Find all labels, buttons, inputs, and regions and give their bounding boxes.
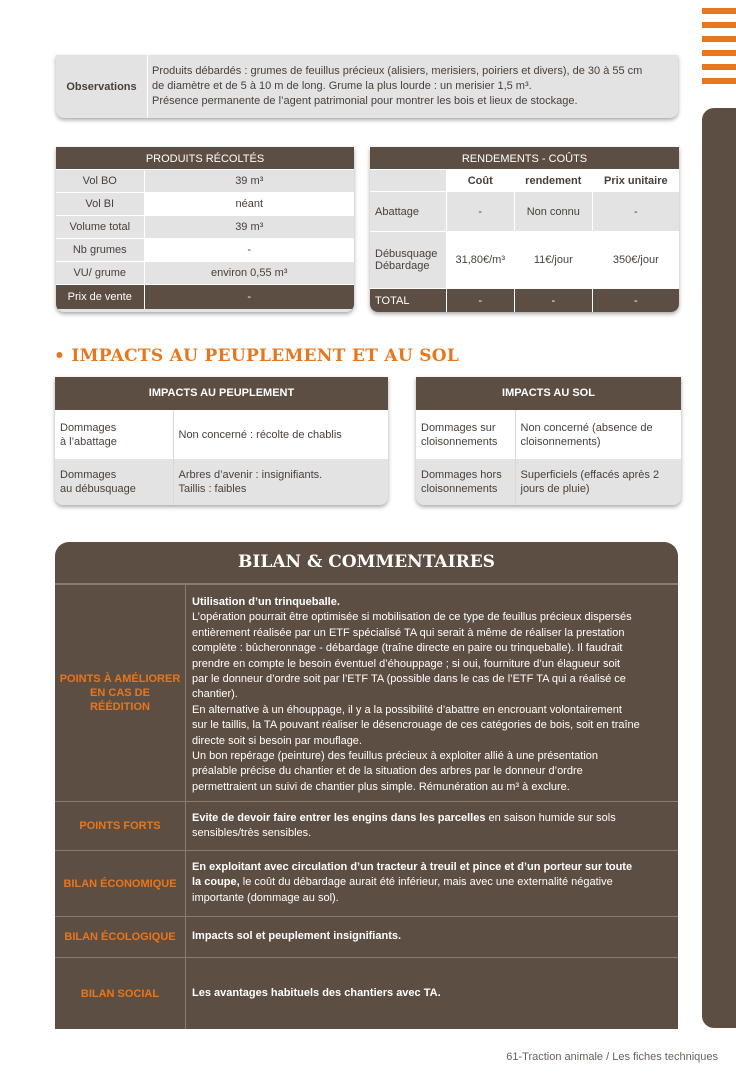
cell: 31,80€/m³ [446, 232, 515, 289]
produits-header: PRODUITS RÉCOLTÉS [56, 147, 354, 169]
observations-line: de diamètre et de 5 à 10 m de long. Grume la plus lourde : un merisier 1,5 m³. [152, 80, 532, 92]
row-value: 39 m³ [144, 216, 354, 239]
bilan-row-text: Impacts sol et peuplement insignifiants. [192, 930, 402, 942]
impacts-sol-table [416, 377, 681, 505]
impacts-peuplement-table [55, 377, 388, 505]
bilan-commentaires-box [55, 542, 678, 1029]
row-label: Abattage [370, 192, 446, 232]
produits-recoltes-table [56, 147, 354, 312]
cell: Non connu [515, 192, 593, 232]
row-label: Volume total [56, 216, 144, 239]
bilan-row-social [55, 957, 678, 1029]
table-row [56, 285, 354, 309]
table-row [55, 411, 388, 459]
row-value: Non concerné : récolte de chablis [173, 411, 388, 459]
table-row [416, 459, 681, 506]
table-row [370, 289, 679, 313]
row-label: Dommages au débusquage [55, 459, 173, 506]
row-value: environ 0,55 m³ [144, 262, 354, 285]
row-label: Vol BO [56, 170, 144, 193]
observations-text [152, 64, 672, 109]
row-label: Vol BI [56, 193, 144, 216]
table-row [56, 193, 354, 216]
row-label: TOTAL [370, 289, 446, 313]
row-value: Arbres d’avenir : insignifiants. Taillis : faibles [173, 459, 388, 506]
cell: - [592, 192, 679, 232]
cell: - [592, 289, 679, 313]
table-header-row [370, 170, 679, 192]
orange-stripes-decoration [702, 0, 736, 84]
row-label: VU/ grume [56, 262, 144, 285]
cell: - [446, 192, 515, 232]
table-row [416, 411, 681, 459]
bilan-row-points-forts [55, 801, 678, 850]
table-row [56, 262, 354, 285]
row-value: 39 m³ [144, 170, 354, 193]
column-header: Prix unitaire [592, 170, 679, 192]
bilan-row-text: Evite de devoir faire entrer les engins dans les parcelles en saison humide sur sols sensibles/très sensibles. [192, 812, 616, 840]
cell: - [515, 289, 593, 313]
bilan-row-text: Les avantages habituels des chantiers avec TA. [192, 987, 441, 999]
impacts-peuplement-header: IMPACTS AU PEUPLEMENT [55, 377, 388, 410]
column-header: Coût [446, 170, 515, 192]
bilan-row-points-ameliorer [55, 584, 678, 801]
bilan-row-label: POINTS À AMÉLIORER EN CAS DE RÉÉDITION [55, 585, 186, 801]
row-label: Prix de vente [56, 285, 144, 309]
page-footer: 61-Traction animale / Les fiches techniques [506, 1051, 718, 1063]
row-value: néant [144, 193, 354, 216]
row-value: Superficiels (effacés après 2 jours de pluie) [515, 459, 681, 506]
rendements-couts-table [370, 147, 679, 312]
table-row [370, 192, 679, 232]
row-value: - [144, 239, 354, 262]
observations-line: Présence permanente de l’agent patrimonial pour montrer les bois et lieux de stockage. [152, 95, 578, 107]
observations-box [56, 55, 678, 118]
observations-line: Produits débardés : grumes de feuillus précieux (alisiers, merisiers, poiriers et divers), de 30 à 55 cm [152, 65, 643, 77]
observations-label: Observations [56, 55, 148, 118]
section-title: • IMPACTS AU PEUPLEMENT ET AU SOL [54, 346, 460, 366]
row-label: Dommages hors cloisonnements [416, 459, 515, 506]
row-label: Nb grumes [56, 239, 144, 262]
rendements-header: RENDEMENTS - COÛTS [370, 147, 679, 169]
row-label: Dommages sur cloisonnements [416, 411, 515, 459]
table-row [370, 232, 679, 289]
bilan-row-label: BILAN ÉCOLOGIQUE [55, 917, 186, 957]
cell: - [446, 289, 515, 313]
row-label: Débusquage Débardage [370, 232, 446, 289]
bilan-row-label: BILAN SOCIAL [55, 958, 186, 1029]
row-value: - [144, 285, 354, 309]
bilan-title: BILAN & COMMENTAIRES [55, 542, 678, 584]
bilan-row-text: Utilisation d’un trinqueballe. L’opération pourrait être optimisée si mobilisation de ce type de feuillus précieux dispersés entièrement réalisée par un ETF spécialisé TA qui serait à même de réaliser la prestation complète : bûcheronnage - débardage (traîne directe en paire ou trinqueballe). Il faudrait prendre en compte le besoin éventuel d’éhouppage ; si oui, fourniture d’un élagueur soit par le donneur d’ordre soit par l’ETF TA (possible dans le cas de l’ETF TA qui a réalisé ce chantier). En alternative à un éhouppage, il y a la possibilité d’abattre en encrouant volontairement sur le taillis, la TA pouvant réaliser le désencrouage de ces catégories de bois, soit en traîne directe soit si besoin par mouflage. Un bon repérage (peinture) des feuillus précieux à exploiter allié à une présentation préalable précise du chantier et de la situation des arbres par le donneur d’ordre permettraient un suivi de chantier plus simple. Rémunération au m³ à exclure. [192, 596, 640, 793]
table-row [56, 170, 354, 193]
row-value: Non concerné (absence de cloisonnements) [515, 411, 681, 459]
impacts-sol-header: IMPACTS AU SOL [416, 377, 681, 410]
bilan-row-label: BILAN ÉCONOMIQUE [55, 851, 186, 916]
cell: 350€/jour [592, 232, 679, 289]
cell: 11€/jour [515, 232, 593, 289]
table-row [55, 459, 388, 506]
table-row [56, 216, 354, 239]
bilan-row-economique [55, 850, 678, 916]
side-bar-decoration [702, 108, 736, 1028]
table-row [56, 239, 354, 262]
bilan-row-text: En exploitant avec circulation d’un tracteur à treuil et pince et d’un porteur sur toute la coupe, le coût du débardage aurait été inférieur, mais avec une externalité négative importante (dommage au sol). [192, 861, 633, 904]
row-label: Dommages à l’abattage [55, 411, 173, 459]
bilan-row-label: POINTS FORTS [55, 802, 186, 850]
column-header: rendement [515, 170, 593, 192]
bilan-row-ecologique [55, 916, 678, 957]
